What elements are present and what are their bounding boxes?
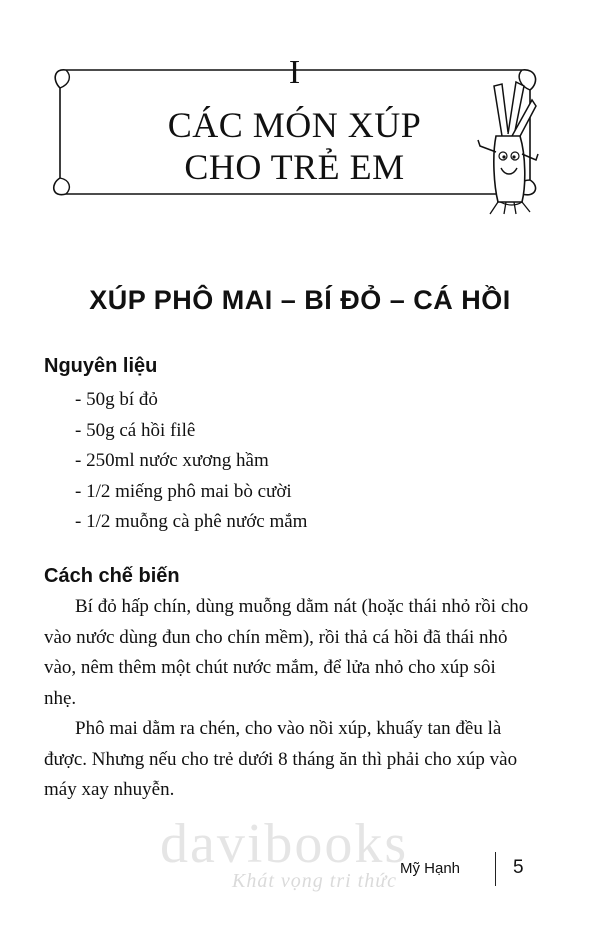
ingredients-list <box>75 385 307 538</box>
method-heading: Cách chế biến <box>44 565 180 587</box>
ingredient-item: - 1/2 muỗng cà phê nước mắm <box>75 507 307 538</box>
footer-author: Mỹ Hạnh <box>400 860 461 877</box>
ingredient-item: - 1/2 miếng phô mai bò cười <box>75 477 307 508</box>
ingredient-item: - 50g bí đỏ <box>75 385 307 416</box>
watermark-brand: davibooks <box>160 813 409 875</box>
method-paragraph: Bí đỏ hấp chín, dùng muỗng dằm nát (hoặc thái nhỏ rồi cho vào nước dùng đun cho chín mềm), rồi thả cá hồi đã thái nhỏ vào, nêm thêm một chút nước mắm, để lửa nhỏ cho xúp sôi nhẹ. <box>44 596 529 709</box>
page-number: 5 <box>513 857 524 878</box>
recipe-title: XÚP PHÔ MAI – BÍ ĐỎ – CÁ HỒI <box>89 285 511 315</box>
chapter-number: I <box>288 54 301 91</box>
footer-divider <box>495 852 496 886</box>
watermark-tagline: Khát vọng tri thức <box>232 870 398 892</box>
method-paragraph: Phô mai dằm ra chén, cho vào nồi xúp, khuấy tan đều là được. Nhưng nếu cho trẻ dưới 8 tháng ăn thì phải cho xúp vào máy xay nhuyễn. <box>44 718 518 800</box>
chapter-title-line1: CÁC MÓN XÚP <box>167 105 422 145</box>
chapter-title-line2: CHO TRẺ EM <box>184 147 405 187</box>
ingredient-item: - 50g cá hồi filê <box>75 416 307 447</box>
leek-mascot-icon <box>472 76 544 216</box>
ingredient-item: - 250ml nước xương hầm <box>75 446 307 477</box>
ingredients-heading: Nguyên liệu <box>44 355 158 377</box>
